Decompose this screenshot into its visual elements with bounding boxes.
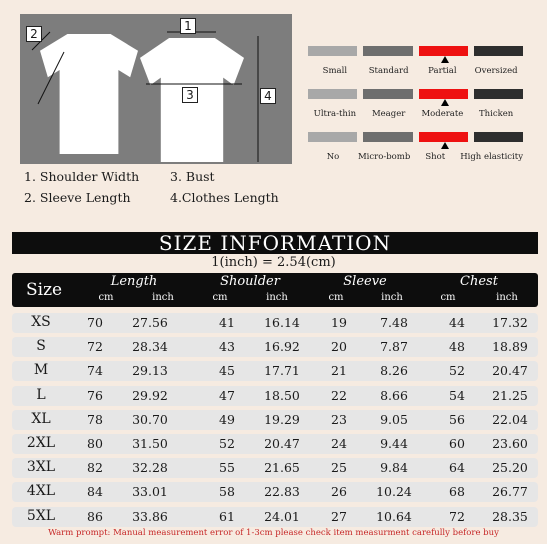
table-row [12, 458, 538, 478]
sleeve-inch: 7.87 [380, 339, 408, 355]
length-inch: 27.56 [132, 315, 168, 330]
table-header [12, 273, 538, 307]
legend-label: Shot [425, 152, 446, 162]
size-info-title: SIZE INFORMATION [12, 232, 538, 254]
chest-inch: 25.20 [492, 460, 528, 476]
legend-label: Micro-bomb [357, 152, 411, 162]
sleeve-cm: 23 [331, 411, 347, 427]
legend-bar-selected [419, 46, 468, 56]
chest-cm: 60 [449, 436, 465, 451]
chest-inch: 23.60 [492, 436, 528, 451]
chest-cm: 52 [449, 363, 465, 379]
sleeve-inch: 8.66 [380, 387, 408, 403]
shoulder-inch: 20.47 [264, 436, 300, 451]
elasticity-legend [308, 132, 523, 162]
sleeve-header: Sleeve [343, 274, 387, 289]
shoulder-inch: 24.01 [264, 508, 300, 524]
shoulder-cm: 55 [219, 460, 235, 476]
size-column-header: Size [26, 280, 63, 300]
length-inch: 30.70 [132, 411, 168, 427]
measurement-lines [20, 14, 292, 164]
unit-cm: cm [212, 292, 228, 303]
marker-4: 4 [260, 88, 276, 104]
length-cm: 82 [87, 460, 103, 476]
chest-inch: 17.32 [492, 315, 528, 330]
sleeve-inch: 10.24 [376, 484, 412, 500]
chest-cm: 64 [449, 460, 465, 476]
legend-label: Standard [368, 66, 409, 76]
legend-label: No [326, 152, 340, 162]
chest-cm: 54 [449, 387, 465, 403]
shoulder-cm: 47 [219, 387, 235, 403]
sleeve-inch: 9.05 [380, 411, 408, 427]
unit-cm: cm [440, 292, 456, 303]
legend-label: Thicken [478, 109, 514, 119]
shirt-illustration [20, 14, 292, 164]
sleeve-cm: 24 [331, 436, 347, 451]
length-cm: 76 [87, 387, 103, 403]
table-row [12, 507, 538, 527]
thickness-legend [308, 89, 523, 119]
sleeve-inch: 10.64 [376, 508, 412, 524]
legend-label: Moderate [421, 109, 464, 119]
chest-cm: 48 [449, 339, 465, 355]
unit-cm: cm [98, 292, 114, 303]
shoulder-cm: 52 [219, 436, 235, 451]
legend-bar [308, 46, 357, 56]
length-cm: 80 [87, 436, 103, 451]
row-size: 2XL [26, 435, 56, 451]
chest-header: Chest [460, 274, 498, 289]
legend-label: Partial [428, 66, 457, 76]
table-row [12, 482, 538, 502]
unit-inch: inch [381, 292, 403, 303]
legend-bar [308, 89, 357, 99]
row-size: S [36, 338, 46, 355]
row-size: 4XL [26, 483, 56, 500]
shoulder-cm: 58 [219, 484, 235, 500]
shoulder-inch: 16.14 [264, 315, 300, 330]
marker-2: 2 [26, 26, 42, 42]
table-row [12, 337, 538, 357]
shoulder-inch: 22.83 [264, 484, 300, 500]
chest-inch: 20.47 [492, 363, 528, 379]
sleeve-inch: 7.48 [380, 315, 408, 330]
length-inch: 33.86 [132, 508, 168, 524]
table-row [12, 313, 538, 333]
length-cm: 74 [87, 363, 103, 379]
sleeve-cm: 20 [331, 339, 347, 355]
legend-label: Small [322, 66, 348, 76]
length-inch: 28.34 [132, 339, 168, 355]
shoulder-inch: 17.71 [264, 363, 300, 379]
table-row [12, 361, 538, 381]
legend-label: Meager [371, 109, 406, 119]
sleeve-cm: 25 [331, 460, 347, 476]
row-size: XL [31, 410, 51, 427]
length-inch: 29.13 [132, 363, 168, 379]
legend-label: Oversized [474, 66, 518, 76]
selected-arrow-icon [441, 142, 449, 149]
table-row [12, 386, 538, 406]
shoulder-inch: 18.50 [264, 387, 300, 403]
note-sleeve: 2. Sleeve Length [24, 190, 131, 205]
chest-cm: 72 [449, 508, 465, 524]
sleeve-cm: 19 [331, 315, 347, 330]
table-row [12, 410, 538, 430]
row-size: 5XL [26, 507, 56, 524]
legend-bar-selected [419, 89, 468, 99]
chest-cm: 56 [449, 411, 465, 427]
note-shoulder: 1. Shoulder Width [24, 169, 140, 184]
row-size: M [33, 362, 49, 379]
length-inch: 32.28 [132, 460, 168, 476]
sleeve-inch: 9.44 [380, 436, 408, 451]
unit-inch: inch [496, 292, 518, 303]
length-cm: 72 [87, 339, 103, 355]
shoulder-inch: 21.65 [264, 460, 300, 476]
legend-bar [363, 46, 412, 56]
note-bust: 3. Bust [170, 169, 215, 184]
length-inch: 29.92 [132, 387, 168, 403]
sleeve-cm: 22 [331, 387, 347, 403]
legend-label: High elasticity [460, 152, 523, 162]
table-row [12, 434, 538, 454]
length-inch: 33.01 [132, 484, 168, 500]
legend-bar [363, 132, 412, 142]
unit-inch: inch [266, 292, 288, 303]
row-size: XS [31, 314, 51, 330]
shoulder-cm: 61 [219, 508, 235, 524]
row-size: 3XL [26, 459, 56, 476]
length-cm: 86 [87, 508, 103, 524]
shoulder-cm: 43 [219, 339, 235, 355]
chest-inch: 18.89 [492, 339, 528, 355]
unit-inch: inch [152, 292, 174, 303]
marker-1: 1 [180, 18, 196, 34]
length-cm: 78 [87, 411, 103, 427]
chest-inch: 26.77 [492, 484, 528, 500]
unit-conversion: 1(inch) = 2.54(cm) [211, 255, 336, 270]
shoulder-inch: 19.29 [264, 411, 300, 427]
sleeve-inch: 8.26 [380, 363, 408, 379]
note-clothes: 4.Clothes Length [170, 190, 279, 205]
sleeve-cm: 21 [331, 363, 347, 379]
shoulder-cm: 49 [219, 411, 235, 427]
sleeve-inch: 9.84 [380, 460, 408, 476]
chest-inch: 22.04 [492, 411, 528, 427]
shoulder-header: Shoulder [220, 274, 280, 289]
fit-legend [308, 46, 523, 76]
length-cm: 70 [87, 315, 103, 330]
sleeve-cm: 26 [331, 484, 347, 500]
legend-bar [308, 132, 357, 142]
sleeve-cm: 27 [331, 508, 347, 524]
length-header: Length [110, 274, 158, 289]
selected-arrow-icon [441, 56, 449, 63]
chest-cm: 68 [449, 484, 465, 500]
length-cm: 84 [87, 484, 103, 500]
length-inch: 31.50 [132, 436, 168, 451]
warm-prompt: Warm prompt: Manual measurement error of 1-3cm please check item measurment carefully before buy [48, 528, 499, 538]
chest-cm: 44 [449, 315, 465, 330]
legend-bar-selected [419, 132, 468, 142]
legend-bar [474, 132, 523, 142]
shoulder-cm: 45 [219, 363, 235, 379]
marker-3: 3 [182, 87, 198, 103]
chest-inch: 21.25 [492, 387, 528, 403]
legend-bar [363, 89, 412, 99]
selected-arrow-icon [441, 99, 449, 106]
chest-inch: 28.35 [492, 508, 528, 524]
legend-bar [474, 89, 523, 99]
legend-label: Ultra-thin [313, 109, 357, 119]
shoulder-cm: 41 [219, 315, 235, 330]
legend-bar [474, 46, 523, 56]
unit-cm: cm [328, 292, 344, 303]
row-size: L [36, 386, 46, 403]
shoulder-inch: 16.92 [264, 339, 300, 355]
